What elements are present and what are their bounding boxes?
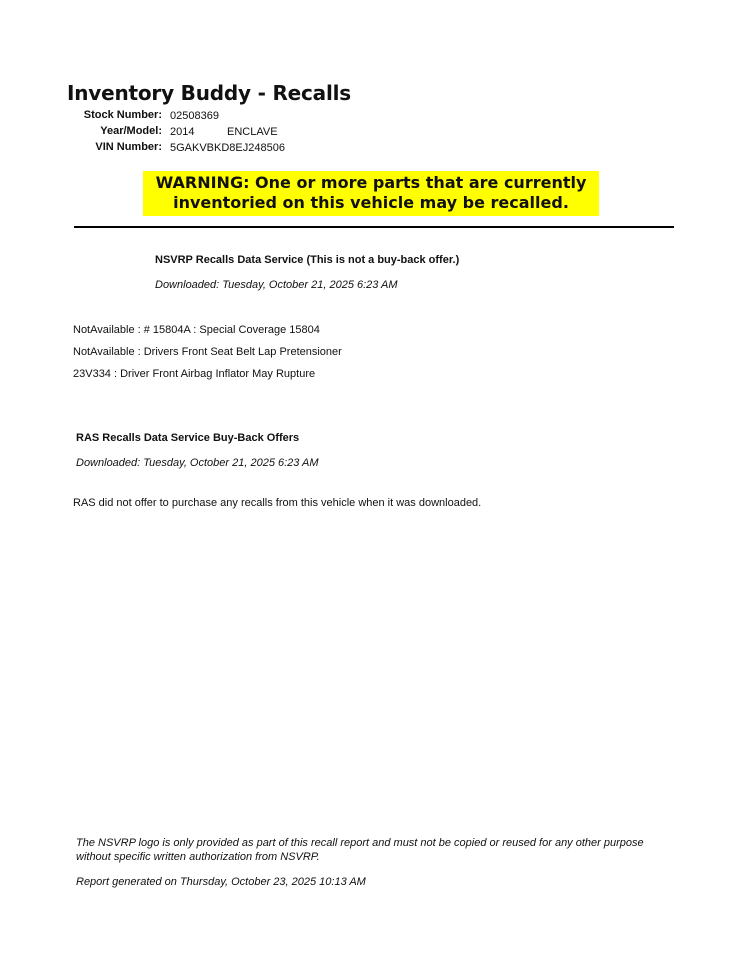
page-title: Inventory Buddy - Recalls <box>67 81 351 105</box>
stock-number-value: 02508369 <box>170 110 219 122</box>
nsvrp-logo-notice: The NSVRP logo is only provided as part of this recall report and must not be copied or reused for any other purpose without specific written authorization from NSVRP. <box>76 837 644 863</box>
model-value: ENCLAVE <box>227 126 278 138</box>
vin-number-label: VIN Number: <box>95 141 162 153</box>
recall-warning-banner: WARNING: One or more parts that are currently inventoried on this vehicle may be recalled. <box>143 171 599 216</box>
vin-number-value: 5GAKVBKD8EJ248506 <box>170 142 285 154</box>
nsvrp-heading: NSVRP Recalls Data Service (This is not a buy-back offer.) <box>155 254 460 266</box>
nsvrp-downloaded: Downloaded: Tuesday, October 21, 2025 6:23 AM <box>155 279 398 291</box>
year-value: 2014 <box>170 126 195 138</box>
year-model-label: Year/Model: <box>100 125 162 137</box>
report-generated: Report generated on Thursday, October 23, 2025 10:13 AM <box>76 876 366 888</box>
recall-item: NotAvailable : # 15804A : Special Coverage 15804 <box>73 324 320 336</box>
section-divider <box>74 226 674 228</box>
ras-message: RAS did not offer to purchase any recalls from this vehicle when it was downloaded. <box>73 497 482 509</box>
ras-downloaded: Downloaded: Tuesday, October 21, 2025 6:23 AM <box>76 457 319 469</box>
recall-item: 23V334 : Driver Front Airbag Inflator May Rupture <box>73 368 316 380</box>
ras-heading: RAS Recalls Data Service Buy-Back Offers <box>76 432 300 444</box>
recall-item: NotAvailable : Drivers Front Seat Belt Lap Pretensioner <box>73 346 342 358</box>
stock-number-label: Stock Number: <box>83 109 162 121</box>
